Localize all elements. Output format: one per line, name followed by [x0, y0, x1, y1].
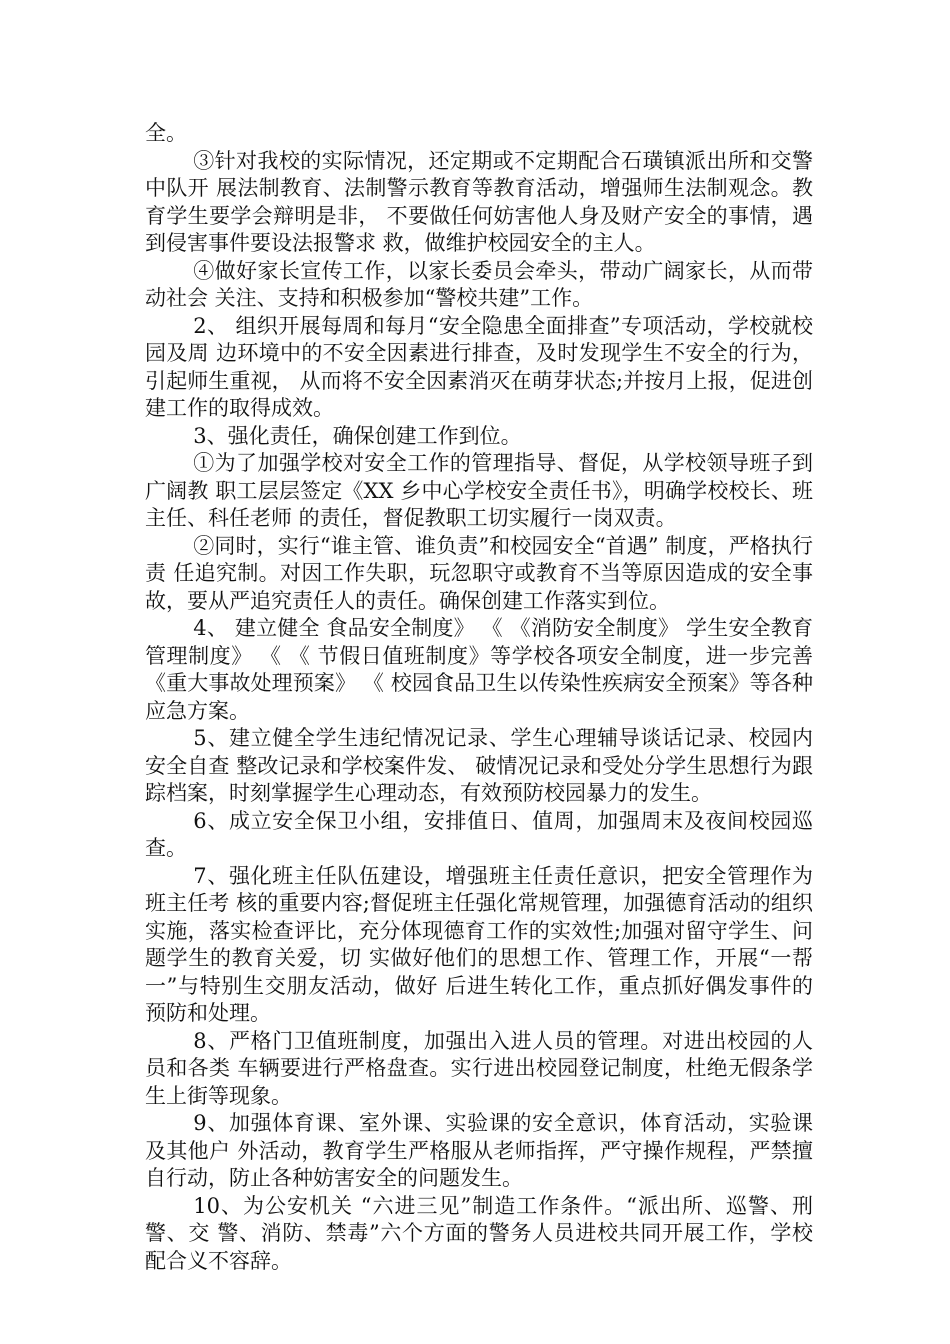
paragraph-section-8: 8、严格门卫值班制度，加强出入进人员的管理。对进出校园的人员和各类 车辆要进行严格盘查。实行进出校园登记制度，杜绝无假条学生上街等现象。	[145, 1028, 813, 1108]
paragraph-section-7: 7、强化班主任队伍建设，增强班主任责任意识，把安全管理作为班主任考 核的重要内容;督促班主任强化常规管理，加强德育活动的组织实施，落实检查评比，充分体现德育工作的实效性;加强对留守学生、问题学生的教育关爱，切 实做好他们的思想工作、管理工作，开展“一帮一”与特别生交朋友活动，做好 后进生转化工作，重点抓好偶发事件的预防和处理。	[145, 863, 813, 1025]
paragraph-section-3-item-1: ①为了加强学校对安全工作的管理指导、督促，从学校领导班子到广阔教 职工层层签定《XX 乡中心学校安全责任书》，明确学校校长、班主任、科任老师 的责任，督促教职工切实履行一岗双责。	[145, 451, 813, 530]
paragraph-item-3: ③针对我校的实际情况，还定期或不定期配合石璜镇派出所和交警中队开 展法制教育、法制警示教育等教育活动，增强师生法制观念。教育学生要学会辩明是非， 不要做任何妨害他人身及财产安全的事情，遇到侵害事件要设法报警求 救，做维护校园安全的主人。	[145, 148, 813, 255]
paragraph-section-4: 4、 建立健全 食品安全制度》 《 《消防安全制度》 学生安全教育管理制度》 《 《 节假日值班制度》等学校各项安全制度，进一步完善《重大事故处理预案》 《 校园食品卫生以传染性疾病安全预案》等各种应急方案。	[145, 616, 813, 723]
paragraph-section-2: 2、 组织开展每周和每月“安全隐患全面排查”专项活动，学校就校园及周 边环境中的不安全因素进行排查，及时发现学生不安全的行为，引起师生重视， 从而将不安全因素消灭在萌芽状态;并按月上报，促进创建工作的取得成效。	[145, 313, 813, 420]
document-body	[145, 120, 813, 1275]
paragraph-section-3-item-2: ②同时，实行“谁主管、谁负责”和校园安全“首遇” 制度，严格执行责 任追究制。对因工作失职，玩忽职守或教育不当等原因造成的安全事故，要从严追究责任人的责任。确保创建工作落实到位。	[145, 533, 813, 613]
paragraph-section-5: 5、建立健全学生违纪情况记录、学生心理辅导谈话记录、校园内安全自查 整改记录和学校案件发、 破情况记录和受处分学生思想行为跟踪档案，时刻掌握学生心理动态，有效预防校园暴力的发生。	[145, 726, 813, 805]
paragraph-section-3-heading: 3、强化责任，确保创建工作到位。	[193, 423, 522, 448]
paragraph-section-9: 9、加强体育课、室外课、实验课的安全意识，体育活动，实验课及其他户 外活动，教育学生严格服从老师指挥，严守操作规程，严禁擅自行动，防止各种妨害安全的问题发生。	[145, 1111, 813, 1190]
paragraph-section-6: 6、成立安全保卫小组，安排值日、值周，加强周末及夜间校园巡查。	[145, 808, 813, 860]
paragraph-section-10: 10、为公安机关 “六进三见”制造工作条件。“派出所、巡警、刑警、交 警、消防、禁毒”六个方面的警务人员进校共同开展工作，学校配合义不容辞。	[145, 1193, 813, 1273]
paragraph-item-4: ④做好家长宣传工作，以家长委员会牵头，带动广阔家长，从而带动社会 关注、支持和积极参加“警校共建”工作。	[145, 258, 813, 310]
paragraph-continuation: 全。	[145, 121, 187, 145]
